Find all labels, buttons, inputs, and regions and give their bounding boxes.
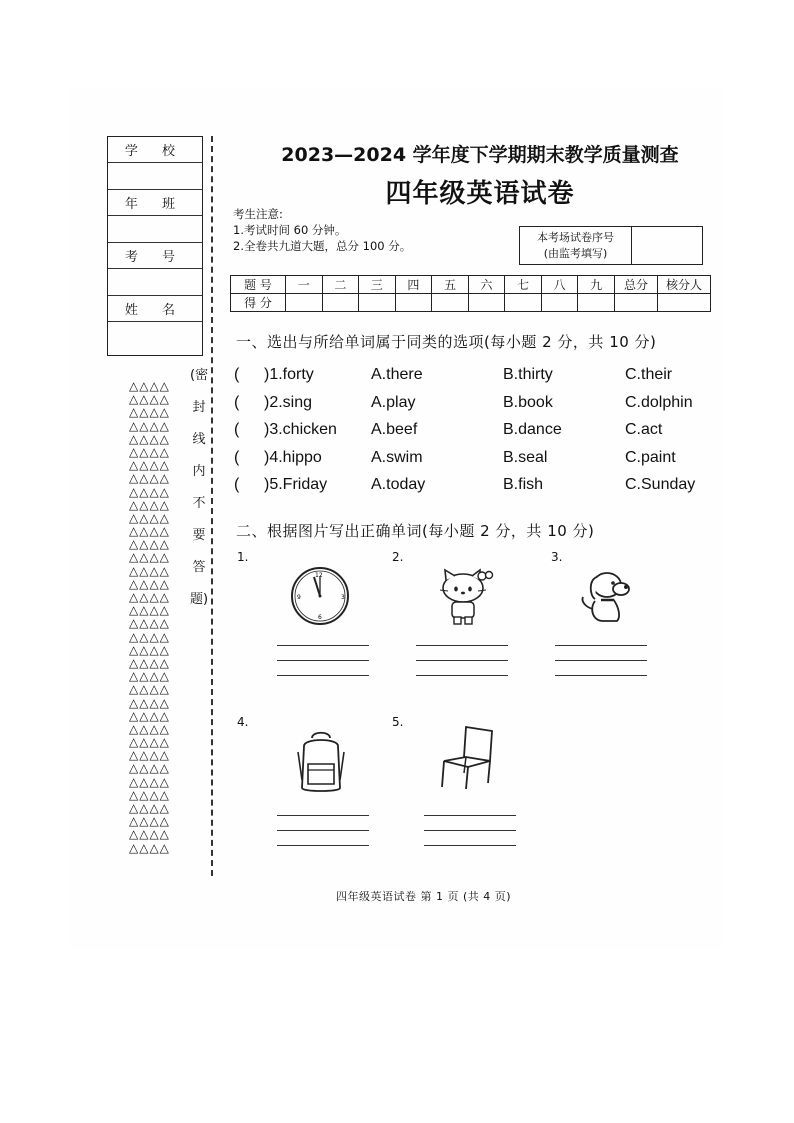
option-c: C.their: [625, 366, 673, 383]
score-cell[interactable]: [359, 294, 396, 312]
triangle-row: △△△△: [129, 761, 170, 776]
triangle-row: △△△△: [129, 695, 170, 710]
question-row: [234, 421, 714, 443]
option-c: C.paint: [625, 449, 676, 466]
triangle-row: △△△△: [129, 537, 170, 552]
question-row: [234, 449, 714, 471]
answer-lines[interactable]: [424, 815, 516, 860]
score-cell[interactable]: [432, 294, 469, 312]
triangle-row: △△△△: [129, 801, 170, 815]
serial-number-field[interactable]: [632, 227, 702, 264]
notice-item: 1.考试时间 60 分钟。: [233, 223, 347, 237]
triangle-row: △△△△: [129, 708, 170, 723]
score-cell[interactable]: [505, 294, 542, 312]
question-row: [234, 476, 714, 498]
svg-text:6: 6: [318, 614, 322, 621]
seal-char: 题): [190, 592, 209, 607]
triangle-row: △△△△: [129, 721, 170, 736]
score-header-cell: 九: [578, 276, 615, 294]
school-field[interactable]: [108, 163, 202, 190]
answer-paren[interactable]: (: [234, 449, 240, 466]
triangle-row: △△△△: [129, 669, 170, 684]
question-stem: )2.sing: [264, 394, 313, 411]
class-field[interactable]: [108, 216, 202, 243]
option-c: C.dolphin: [625, 394, 693, 411]
triangle-row: △△△△: [129, 814, 170, 829]
score-row-label: 得 分: [231, 294, 286, 312]
triangle-column: [129, 380, 189, 855]
question-stem: )4.hippo: [264, 449, 322, 466]
svg-text:12: 12: [315, 572, 323, 579]
score-cell[interactable]: [658, 294, 711, 312]
serial-label-line: 本考场试卷序号: [537, 231, 614, 244]
answer-lines[interactable]: [277, 645, 369, 690]
triangle-row: △△△△: [129, 655, 170, 670]
triangle-row: △△△△: [129, 510, 170, 525]
exam-subject-title: 四年级英语试卷: [385, 179, 575, 209]
section1-title: 一、选出与所给单词属于同类的选项(每小题 2 分，共 10 分): [236, 333, 657, 351]
score-header-cell: 题 号: [231, 276, 286, 294]
seal-char: 答: [192, 560, 206, 575]
question-row: [234, 366, 714, 388]
triangle-row: △△△△: [129, 642, 170, 657]
exam-number-label: 考 号: [108, 243, 202, 269]
picture-number: 2.: [392, 550, 404, 564]
option-c: C.act: [625, 421, 663, 438]
picture-number: 4.: [237, 715, 249, 729]
score-cell[interactable]: [615, 294, 658, 312]
score-header-cell: 四: [395, 276, 432, 294]
option-c: C.Sunday: [625, 476, 696, 493]
triangle-row: △△△△: [129, 576, 170, 591]
score-cell[interactable]: [578, 294, 615, 312]
score-header-cell: 三: [359, 276, 396, 294]
answer-paren[interactable]: (: [234, 366, 240, 383]
exam-term-title: 2023—2024 学年度下学期期末教学质量测查: [281, 144, 679, 166]
seal-dashed-line: [211, 136, 213, 876]
svg-text:3: 3: [341, 594, 345, 601]
triangle-row: △△△△: [129, 392, 170, 407]
score-header-cell: 五: [432, 276, 469, 294]
triangle-row: △△△△: [129, 590, 170, 604]
answer-paren[interactable]: (: [234, 421, 240, 438]
score-header-cell: 六: [468, 276, 505, 294]
kitty-icon: [436, 566, 494, 628]
score-table: [230, 275, 711, 312]
score-header-cell: 七: [505, 276, 542, 294]
triangle-row: △△△△: [129, 484, 170, 499]
option-a: A.there: [371, 366, 423, 383]
serial-number-box: [519, 226, 703, 265]
answer-lines[interactable]: [277, 815, 369, 860]
seal-char: 内: [192, 464, 206, 479]
triangle-row: △△△△: [129, 444, 170, 459]
dog-icon: [575, 567, 637, 627]
triangle-row: △△△△: [129, 774, 170, 789]
option-b: B.book: [503, 394, 553, 411]
seal-char: 封: [192, 400, 206, 415]
svg-text:9: 9: [297, 594, 301, 601]
seal-char: 线: [192, 432, 206, 447]
triangle-row: △△△△: [129, 471, 170, 486]
page-footer: 四年级英语试卷 第 1 页 (共 4 页): [336, 890, 512, 903]
seal-char: 不: [192, 496, 206, 511]
option-a: A.today: [371, 476, 426, 493]
student-info-box: [107, 136, 203, 356]
triangle-row: △△△△: [129, 682, 170, 697]
triangle-row: △△△△: [129, 458, 170, 473]
score-cell[interactable]: [395, 294, 432, 312]
triangle-row: △△△△: [129, 563, 170, 578]
option-a: A.beef: [371, 421, 418, 438]
triangle-row: △△△△: [129, 840, 170, 855]
question-stem: )1.forty: [264, 366, 314, 383]
triangle-row: △△△△: [129, 787, 170, 802]
serial-label-note: (由监考填写): [543, 247, 608, 260]
option-b: B.fish: [503, 476, 544, 493]
notice-title: 考生注意:: [233, 207, 283, 221]
triangle-row: △△△△: [129, 827, 170, 842]
section2-title: 二、根据图片写出正确单词(每小题 2 分，共 10 分): [236, 522, 595, 540]
picture-number: 3.: [551, 550, 563, 564]
option-a: A.swim: [371, 449, 423, 466]
score-header-row: [231, 276, 711, 294]
score-header-cell: 总分: [615, 276, 658, 294]
score-cell[interactable]: [541, 294, 578, 312]
seal-char: 要: [192, 528, 206, 543]
answer-paren[interactable]: (: [234, 476, 240, 493]
clock-icon: [289, 563, 351, 629]
answer-lines[interactable]: [416, 645, 508, 690]
serial-label: [520, 227, 632, 264]
option-b: B.thirty: [503, 366, 553, 383]
triangle-row: △△△△: [129, 524, 170, 539]
name-field[interactable]: [108, 322, 202, 349]
score-value-row: [231, 294, 711, 312]
option-a: A.play: [371, 394, 416, 411]
candidate-notice: [233, 206, 411, 254]
triangle-row: △△△△: [129, 379, 170, 393]
question-stem: )5.Friday: [264, 476, 328, 493]
name-label: 姓 名: [108, 296, 202, 322]
seal-notice: [190, 368, 208, 624]
chair-icon: [436, 725, 498, 791]
picture-number: 5.: [392, 715, 404, 729]
triangle-row: △△△△: [129, 748, 170, 763]
seal-char: (密: [190, 368, 209, 383]
score-cell[interactable]: [286, 294, 323, 312]
score-header-cell: 二: [322, 276, 359, 294]
score-header-cell: 一: [286, 276, 323, 294]
exam-number-field[interactable]: [108, 269, 202, 296]
backpack-icon: [296, 730, 346, 794]
picture-number: 1.: [237, 550, 249, 564]
triangle-row: △△△△: [129, 405, 170, 420]
score-cell[interactable]: [468, 294, 505, 312]
triangle-row: △△△△: [129, 497, 170, 512]
triangle-row: △△△△: [129, 616, 170, 631]
triangle-row: △△△△: [129, 735, 170, 750]
class-label: 年 班: [108, 190, 202, 216]
school-label: 学 校: [108, 137, 202, 163]
triangle-row: △△△△: [129, 629, 170, 644]
triangle-row: △△△△: [129, 550, 170, 565]
answer-paren[interactable]: (: [234, 394, 240, 411]
question-stem: )3.chicken: [264, 421, 337, 438]
option-b: B.dance: [503, 421, 562, 438]
triangle-row: △△△△: [129, 418, 170, 433]
score-header-cell: 八: [541, 276, 578, 294]
notice-item: 2.全卷共九道大题，总分 100 分。: [233, 239, 412, 253]
question-row: [234, 394, 714, 416]
option-b: B.seal: [503, 449, 548, 466]
answer-lines[interactable]: [555, 645, 647, 690]
score-header-cell: 核分人: [658, 276, 711, 294]
score-cell[interactable]: [322, 294, 359, 312]
triangle-row: △△△△: [129, 431, 170, 446]
triangle-row: △△△△: [129, 603, 170, 618]
